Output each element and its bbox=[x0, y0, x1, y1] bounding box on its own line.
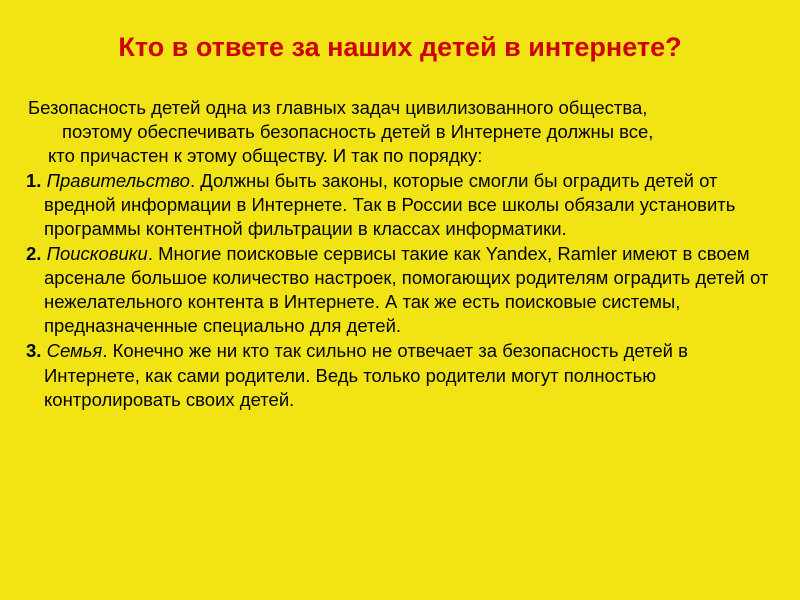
intro-line-1: Безопасность детей одна из главных задач цивилизованного общества, bbox=[28, 97, 648, 118]
list-item bbox=[14, 169, 788, 241]
list-item-number: 1. bbox=[26, 170, 42, 192]
list-item-term: Правительство bbox=[46, 170, 190, 192]
list-item-text: . Конечно же ни кто так сильно не отвечает за безопасность детей в Интернете, как сами родители. Ведь только родители могут полностью контролировать своих детей. bbox=[44, 340, 688, 410]
intro-line-2: поэтому обеспечивать безопасность детей в Интернете должны все, bbox=[62, 121, 654, 143]
list-item-text: . Многие поисковые сервисы такие как Yandex, Ramler имеют в своем арсенале большое количество настроек, помогающих родителям оградить детей от нежелательного контента в Интернете. А так же есть поисковые системы, предназначенные специально для детей. bbox=[44, 243, 769, 337]
list-item-number: 3. bbox=[26, 340, 42, 362]
intro-line-3: кто причастен к этому обществу. И так по порядку: bbox=[48, 145, 483, 167]
slide-title: Кто в ответе за наших детей в интернете? bbox=[118, 32, 682, 62]
list-item bbox=[14, 339, 788, 411]
slide-body bbox=[14, 96, 788, 413]
list-item-text: . Должны быть законы, которые смогли бы оградить детей от вредной информации в Интернете. Так в России все школы обязали установить программы контентной фильтрации в классах информатики. bbox=[44, 170, 736, 240]
list-item-term: Семья bbox=[46, 340, 103, 362]
list-item bbox=[14, 242, 788, 338]
list-item-number: 2. bbox=[26, 243, 42, 265]
list-item-term: Поисковики bbox=[46, 243, 148, 265]
intro-paragraph bbox=[14, 96, 788, 168]
